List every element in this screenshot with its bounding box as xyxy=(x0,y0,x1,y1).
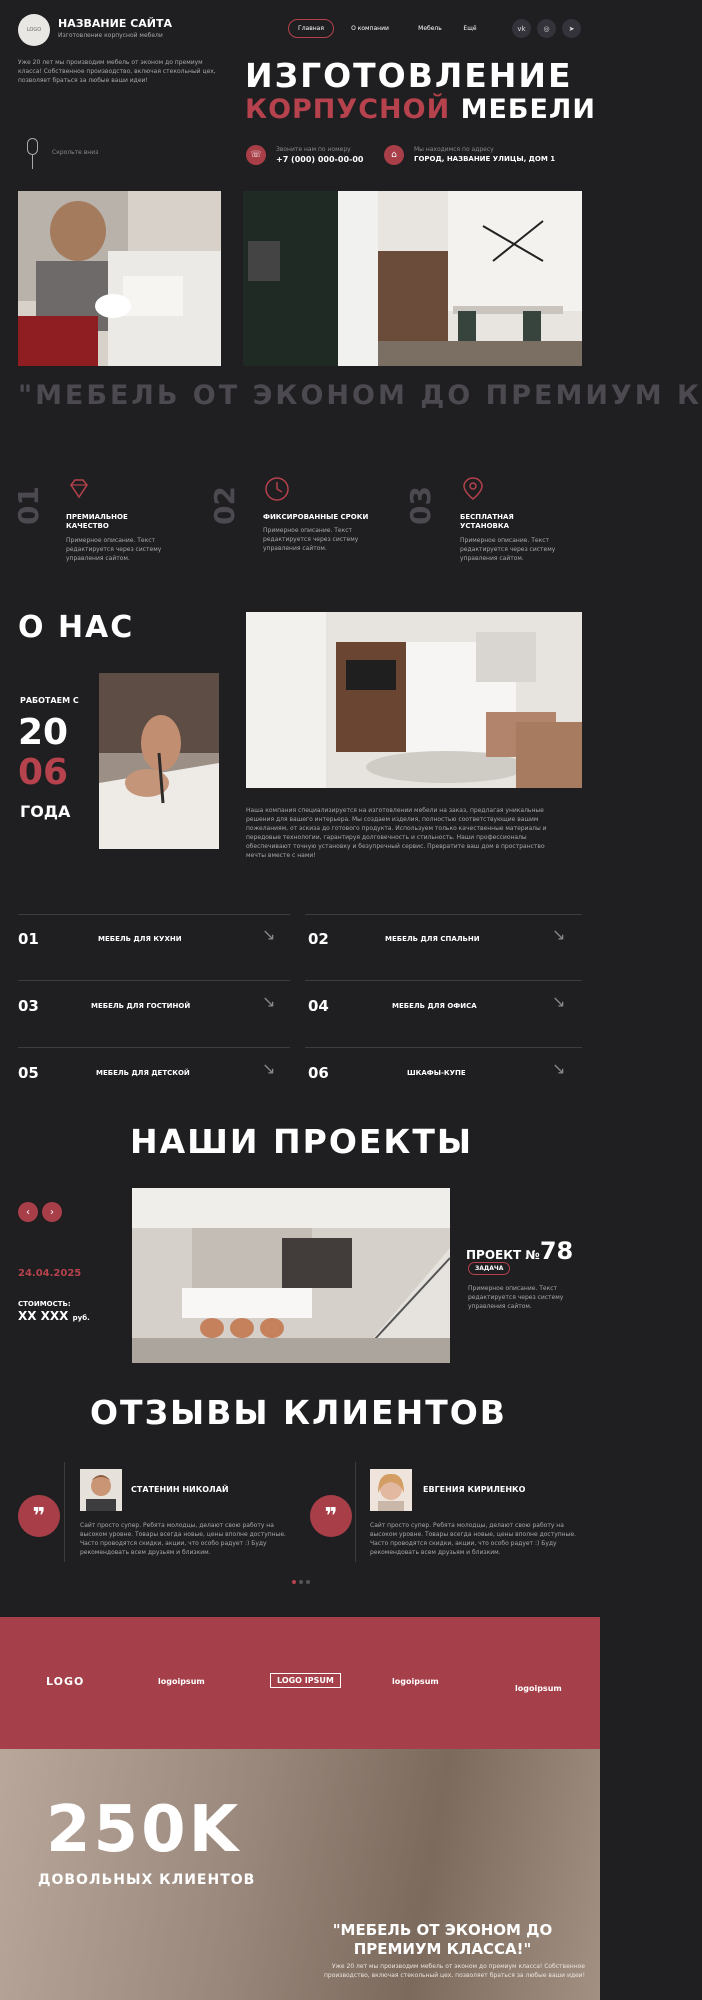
feature-title: БЕСПЛАТНАЯ УСТАНОВКА xyxy=(460,513,514,530)
service-label[interactable]: ШКАФЫ-КУПЕ xyxy=(407,1069,466,1077)
service-label[interactable]: МЕБЕЛЬ ДЛЯ КУХНИ xyxy=(98,935,182,943)
service-num: 03 xyxy=(18,997,39,1015)
years-number-b: 06 xyxy=(18,752,69,793)
address-value: ГОРОД, НАЗВАНИЕ УЛИЦЫ, ДОМ 1 xyxy=(414,155,556,163)
reviewer-name: СТАТЕНИН НИКОЛАЙ xyxy=(131,1485,229,1494)
service-num: 05 xyxy=(18,1064,39,1082)
task-desc: Примерное описание. Текст редактируется через систему управления сайтом. xyxy=(468,1285,564,1310)
scroll-label[interactable]: Скрольте вниз xyxy=(52,149,99,156)
feature-num: 01 xyxy=(12,486,45,525)
phone-number[interactable]: +7 (000) 000-00-00 xyxy=(276,155,364,164)
phone-label: Звоните нам по номеру xyxy=(276,146,351,153)
about-title: О НАС xyxy=(18,610,135,645)
divider xyxy=(305,914,582,915)
vk-icon[interactable]: vk xyxy=(512,19,531,38)
next-arrow-button[interactable]: › xyxy=(42,1202,62,1222)
site-title[interactable]: НАЗВАНИЕ САЙТА xyxy=(58,17,172,30)
divider xyxy=(18,980,290,981)
hero-title-rest: МЕБЕЛИ xyxy=(460,94,596,125)
arrow-icon[interactable]: ↘ xyxy=(262,1059,276,1078)
partner-logo: LOGO xyxy=(46,1675,85,1688)
diamond-icon xyxy=(64,474,94,504)
slider-dot-active[interactable] xyxy=(292,1580,296,1584)
project-number: 78 xyxy=(539,1237,574,1265)
cost-label: СТОИМОСТЬ: xyxy=(18,1300,71,1308)
whatsapp-icon[interactable]: ◎ xyxy=(537,19,556,38)
project-label-text: ПРОЕКТ № xyxy=(466,1248,540,1262)
feature-desc: Примерное описание. Текст редактируется через систему управления сайтом. xyxy=(263,527,359,552)
divider xyxy=(305,1047,582,1048)
quote-icon: ❞ xyxy=(18,1495,60,1537)
cost-unit: руб. xyxy=(72,1314,90,1322)
service-num: 02 xyxy=(308,930,329,948)
service-num: 06 xyxy=(308,1064,329,1082)
hero-photo-interior xyxy=(243,191,582,366)
years-number-a: 20 xyxy=(18,712,69,753)
task-badge: ЗАДАЧА xyxy=(468,1262,510,1275)
service-label[interactable]: МЕБЕЛЬ ДЛЯ ГОСТИНОЙ xyxy=(91,1002,191,1010)
partner-logo: logoipsum xyxy=(158,1677,205,1686)
nav-home[interactable]: Главная xyxy=(288,19,334,38)
feature-num: 03 xyxy=(404,486,437,525)
stats-value: 250K xyxy=(46,1793,242,1867)
hero-title-accent: КОРПУСНОЙ xyxy=(245,94,451,125)
prev-arrow-button[interactable]: ‹ xyxy=(18,1202,38,1222)
hero-title-line1: ИЗГОТОВЛЕНИЕ xyxy=(245,56,573,95)
stats-label: ДОВОЛЬНЫХ КЛИЕНТОВ xyxy=(38,1872,256,1888)
feature-title: ПРЕМИАЛЬНОЕ КАЧЕСТВО xyxy=(66,513,128,530)
feature-desc: Примерное описание. Текст редактируется через систему управления сайтом. xyxy=(460,537,556,562)
divider xyxy=(355,1462,356,1562)
service-num: 01 xyxy=(18,930,39,948)
arrow-icon[interactable]: ↘ xyxy=(262,992,276,1011)
phone-icon: ☏ xyxy=(246,145,266,165)
service-label[interactable]: МЕБЕЛЬ ДЛЯ СПАЛЬНИ xyxy=(385,935,480,943)
divider xyxy=(305,980,582,981)
hero-description: Уже 20 лет мы производим мебель от эконом до премиум класса! Собственное производство, включая стекольный цех, позволяет браться за любые ваши идеи! xyxy=(18,59,216,84)
quote-icon: ❞ xyxy=(310,1495,352,1537)
projects-title: НАШИ ПРОЕКТЫ xyxy=(130,1122,474,1161)
telegram-icon[interactable]: ➤ xyxy=(562,19,581,38)
arrow-icon[interactable]: ↘ xyxy=(552,992,566,1011)
partner-logo: logoipsum xyxy=(392,1677,439,1686)
hero-title-line2 xyxy=(245,94,596,125)
feature-title: ФИКСИРОВАННЫЕ СРОКИ xyxy=(263,513,369,521)
location-pin-icon xyxy=(458,474,488,504)
project-date: 24.04.2025 xyxy=(18,1268,82,1279)
clock-icon xyxy=(262,474,292,504)
arrow-icon[interactable]: ↘ xyxy=(262,925,276,944)
service-label[interactable]: МЕБЕЛЬ ДЛЯ ДЕТСКОЙ xyxy=(96,1069,190,1077)
avatar xyxy=(80,1469,122,1511)
years-word: ГОДА xyxy=(20,802,71,821)
partner-logo: logoipsum xyxy=(515,1684,562,1693)
site-subtitle: Изготовление корпусной мебели xyxy=(58,32,163,39)
stats-quote-desc: Уже 20 лет мы производим мебель от эконом до премиум класса! Собственное производство, включая стекольный цех, позволяет браться за любые ваши идеи! xyxy=(323,1963,585,1979)
avatar xyxy=(370,1469,412,1511)
service-label[interactable]: МЕБЕЛЬ ДЛЯ ОФИСА xyxy=(392,1002,477,1010)
project-photo-kitchen[interactable] xyxy=(132,1188,450,1363)
slogan-marquee: "МЕБЕЛЬ ОТ ЭКОНОМ ДО ПРЕМИУМ К xyxy=(18,380,702,411)
feature-num: 02 xyxy=(208,486,241,525)
about-text: Наша компания специализируется на изготовлении мебели на заказ, предлагая уникальные решения для вашего интерьера. Мы создаем изделия, полностью соответствующие вашим пожеланиям, от эскиза до готового продукта. Используем только качественные материалы и передовые технологии, гарантируя долговечность и стильность. Наши профессионалы обеспечивают точную установку и безупречный сервис. Превратите ваш дом в пространство мечты вместе с нами! xyxy=(246,807,547,859)
review-text: Сайт просто супер. Ребята молодцы, делают свою работу на высоком уровне. Товары всегда новые, цены вполне доступные. Часто проводятся скидки, акции, что особо радует :) Буду рекомендовать всем друзьям и близким. xyxy=(370,1522,576,1556)
stats-quote: "МЕБЕЛЬ ОТ ЭКОНОМ ДО ПРЕМИУМ КЛАССА!" xyxy=(332,1921,553,1958)
about-photo-living xyxy=(246,612,582,788)
arrow-icon[interactable]: ↘ xyxy=(552,925,566,944)
arrow-icon[interactable]: ↘ xyxy=(552,1059,566,1078)
divider xyxy=(18,914,290,915)
reviewer-name: ЕВГЕНИЯ КИРИЛЕНКО xyxy=(423,1485,526,1494)
feature-desc: Примерное описание. Текст редактируется через систему управления сайтом. xyxy=(66,537,162,562)
partner-logo: LOGO IPSUM xyxy=(270,1673,341,1688)
scroll-line xyxy=(32,155,33,169)
location-icon: ⌂ xyxy=(384,145,404,165)
about-photo-hands xyxy=(99,673,219,849)
working-since-label: РАБОТАЕМ С xyxy=(20,696,79,705)
nav-about[interactable]: О компании xyxy=(351,25,389,32)
site-logo[interactable]: LOGO xyxy=(18,14,50,46)
reviews-title: ОТЗЫВЫ КЛИЕНТОВ xyxy=(90,1393,507,1432)
mouse-icon[interactable] xyxy=(27,138,38,155)
cost-value xyxy=(18,1309,90,1323)
divider xyxy=(18,1047,290,1048)
service-num: 04 xyxy=(308,997,329,1015)
hero-photo-worker xyxy=(18,191,221,366)
review-text: Сайт просто супер. Ребята молодцы, делают свою работу на высоком уровне. Товары всегда новые, цены вполне доступные. Часто проводятся скидки, акции, что особо радует :) Буду рекомендовать всем друзьям и близким. xyxy=(80,1522,286,1556)
divider xyxy=(64,1462,65,1562)
nav-more[interactable]: Ещё xyxy=(463,25,477,32)
project-label xyxy=(466,1237,573,1265)
cost-amount: XX XXX xyxy=(18,1309,69,1323)
nav-furniture[interactable]: Мебель xyxy=(418,25,442,32)
slider-dot[interactable] xyxy=(306,1580,310,1584)
address-label: Мы находимся по адресу xyxy=(414,146,494,153)
slider-dot[interactable] xyxy=(299,1580,303,1584)
